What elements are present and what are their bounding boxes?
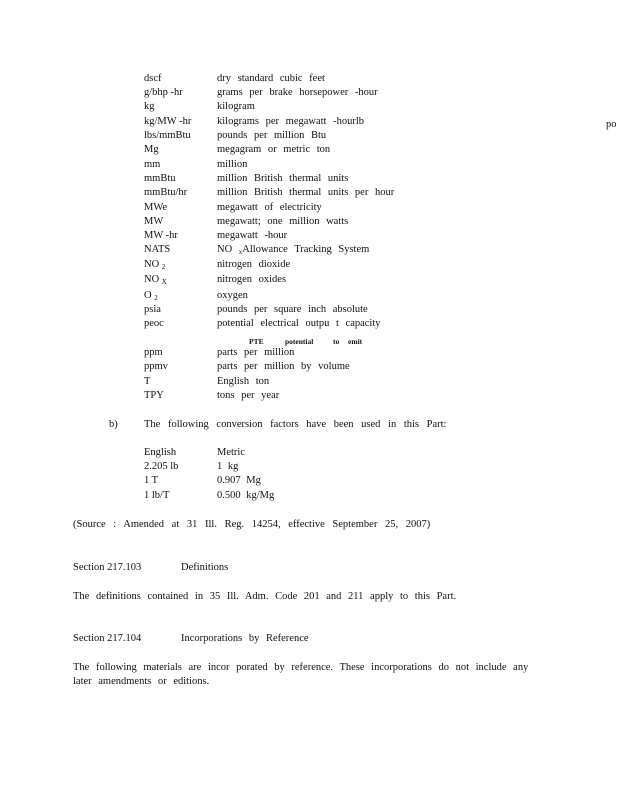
abbreviation-row [0,144,618,158]
abbreviation-row [0,376,618,390]
source-note: (Source : Amended at 31 Ill. Reg. 14254, effective September 25, 2007) [73,519,431,530]
abbreviation-definition: kilograms per megawatt -hourlb [217,116,365,127]
conversion-metric: 0.500 kg/Mg [217,490,275,501]
abbreviation-definition: pounds per square inch absolute [217,304,368,315]
abbreviation-row [0,101,618,115]
abbreviation-row [0,318,618,332]
abbreviation-definition: pounds per million Btu [217,130,327,141]
conversion-intro: The following conversion factors have been used in this Part: [144,419,447,430]
abbreviation-term: ppm [144,347,163,358]
abbreviation-term: peoc [144,318,164,329]
abbreviation-row [0,390,618,404]
abbreviation-term: NO $_X$ [144,274,167,286]
section-number: Section 217.104 [73,633,142,644]
section-title: Definitions [181,562,229,573]
abbreviation-row [0,159,618,173]
abbreviation-row [0,73,618,87]
section-number: Section 217.103 [73,562,142,573]
abbreviation-row [0,116,618,130]
abbreviation-term: MW [144,216,164,227]
abbreviation-term: dscf [144,73,162,84]
abbreviation-row [0,87,618,101]
conversion-english: 2.205 lb [144,461,179,472]
pte-word-potential: potential [285,337,314,346]
abbreviation-definition: nitrogen oxides [217,274,287,285]
edge-text-fragment: po [606,119,617,130]
abbreviation-term: MWe [144,202,168,213]
abbreviation-row [0,347,618,361]
abbreviation-term: MW -hr [144,230,178,241]
abbreviation-definition: dry standard cubic feet [217,73,325,84]
abbreviation-term: TPY [144,390,164,401]
abbreviation-definition: oxygen [217,290,248,301]
abbreviation-row [0,202,618,216]
abbreviation-term: ppmv [144,361,168,372]
abbreviation-term: mm [144,159,161,170]
abbreviation-definition: parts per million [217,347,295,358]
abbreviation-row [0,230,618,244]
abbreviation-row [0,274,618,288]
abbreviation-term: Mg [144,144,159,155]
conversion-metric: 0.907 Mg [217,475,261,486]
abbreviation-term: mmBtu/hr [144,187,188,198]
abbreviation-row [0,130,618,144]
pte-word-to: to [333,337,340,346]
abbreviation-definition: million [217,159,248,170]
section-body: The following materials are incor porated by reference. These incorporations do not include any later amendments or editions. [73,662,529,687]
conversion-row [0,490,618,504]
conversion-metric: 1 kg [217,461,239,472]
conversion-header-metric: Metric [217,447,245,458]
abbreviation-definition: million British thermal units per hour [217,187,395,198]
abbreviation-definition: million British thermal units [217,173,349,184]
abbreviation-definition: megawatt of electricity [217,202,322,213]
abbreviation-definition: English ton [217,376,270,387]
section-body: The definitions contained in 35 Ill. Adm. Code 201 and 211 apply to this Part. [73,591,457,602]
abbreviation-term: NATS [144,244,171,255]
abbreviation-term: mmBtu [144,173,176,184]
conversion-english: 1 lb/T [144,490,170,501]
abbreviation-row [0,187,618,201]
abbreviation-row [0,259,618,273]
conversion-row [0,475,618,489]
abbreviation-definition: NO $_x$Allowance Tracking System [217,244,370,256]
abbreviation-row [0,244,618,258]
abbreviation-row [0,173,618,187]
abbreviation-definition: grams per brake horsepower -hour [217,87,378,98]
abbreviation-definition: nitrogen dioxide [217,259,291,270]
abbreviation-definition: parts per million by volume [217,361,350,372]
abbreviation-row [0,304,618,318]
section-title: Incorporations by Reference [181,633,309,644]
abbreviation-row [0,216,618,230]
abbreviation-row [0,361,618,375]
abbreviation-term: T [144,376,151,387]
abbreviation-definition: tons per year [217,390,280,401]
conversion-row [0,461,618,475]
abbreviation-term: g/bhp -hr [144,87,183,98]
list-label-b: b) [109,419,118,430]
abbreviation-definition: kilogram [217,101,255,112]
abbreviation-row [0,290,618,304]
conversion-header [0,447,618,461]
conversion-header-english: English [144,447,177,458]
abbreviation-definition: megawatt -hour [217,230,288,241]
abbreviation-definition: potential electrical outpu t capacity [217,318,381,329]
pte-abbr: PTE [249,337,264,346]
abbreviation-term: psia [144,304,161,315]
conversion-english: 1 T [144,475,159,486]
abbreviation-term: kg/MW -hr [144,116,192,127]
abbreviation-term: O $_2$ [144,290,158,302]
abbreviation-term: NO $_2$ [144,259,166,271]
abbreviation-term: kg [144,101,155,112]
pte-word-emit: emit [348,337,363,346]
abbreviation-definition: megawatt; one million watts [217,216,349,227]
abbreviation-definition: megagram or metric ton [217,144,331,155]
abbreviation-term: lbs/mmBtu [144,130,191,141]
